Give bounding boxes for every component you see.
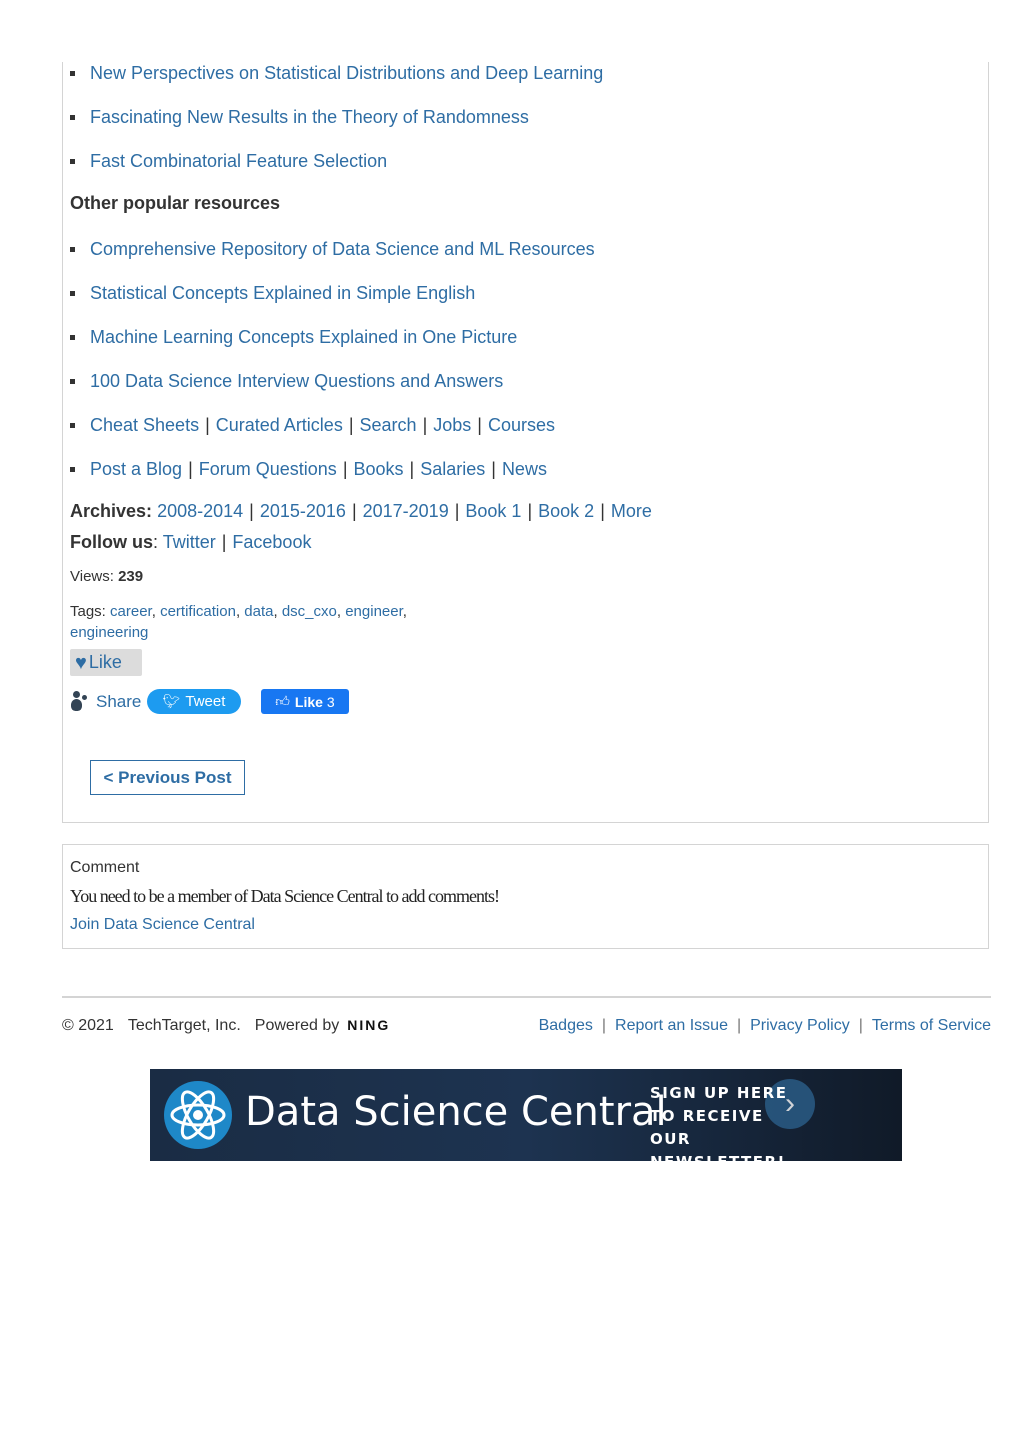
chevron-right-icon: › xyxy=(765,1079,815,1129)
ning-logo[interactable]: NING xyxy=(347,1017,391,1033)
banner-title: Data Science Central xyxy=(245,1089,667,1135)
forum-questions-link[interactable]: Forum Questions xyxy=(198,459,337,479)
bullet-icon xyxy=(70,335,75,340)
bullet-icon xyxy=(70,379,75,384)
facebook-link[interactable]: Facebook xyxy=(232,532,312,552)
comment-heading: Comment xyxy=(70,859,140,876)
quick-links-row: Cheat Sheets | Curated Articles | Search | Jobs | Courses xyxy=(90,415,555,435)
resource-link[interactable]: 100 Data Science Interview Questions and Answers xyxy=(90,371,504,391)
footer-info: © 2021 TechTarget, Inc. Powered by NING xyxy=(62,1017,391,1034)
atom-logo-icon xyxy=(160,1077,236,1153)
like-button[interactable]: ♥ Like xyxy=(70,649,142,676)
news-link[interactable]: News xyxy=(501,459,547,479)
archive-link[interactable]: 2015-2016 xyxy=(259,501,346,521)
tag-link[interactable]: data xyxy=(244,603,274,620)
footer-links: Badges | Report an Issue | Privacy Policy | Terms of Service xyxy=(538,1017,991,1034)
blog-post-container xyxy=(62,62,989,823)
comment-section xyxy=(62,844,989,949)
resources-heading: Other popular resources xyxy=(70,193,281,213)
archive-link[interactable]: 2017-2019 xyxy=(362,501,449,521)
heart-icon: ♥ xyxy=(75,651,87,674)
archive-link[interactable]: 2008-2014 xyxy=(157,501,244,521)
curated-articles-link[interactable]: Curated Articles xyxy=(215,415,343,435)
previous-post-button[interactable]: < Previous Post xyxy=(90,760,245,795)
share-button[interactable]: Share xyxy=(70,689,141,715)
facebook-like-count: 3 xyxy=(326,693,335,710)
footer-divider xyxy=(62,996,991,998)
bullet-icon xyxy=(70,423,75,428)
jobs-link[interactable]: Jobs xyxy=(433,415,472,435)
bullet-icon xyxy=(70,115,75,120)
bullet-icon xyxy=(70,247,75,252)
resource-link[interactable]: Statistical Concepts Explained in Simple English xyxy=(90,283,476,303)
quick-links-row: Post a Blog | Forum Questions | Books | Salaries | News xyxy=(90,459,547,479)
bullet-icon xyxy=(70,71,75,76)
tweet-button[interactable]: 🐦︎ Tweet xyxy=(147,689,241,714)
archives-row: Archives: 2008-2014 | 2015-2016 | 2017-2019 | Book 1 | Book 2 | More xyxy=(70,501,652,521)
tags-row: Tags: career, certification, data, dsc_cxo, engineer, engineering xyxy=(70,603,407,641)
archive-link[interactable]: Book 1 xyxy=(465,501,522,521)
copyright: © 2021 xyxy=(62,1017,114,1034)
newsletter-banner[interactable] xyxy=(150,1069,902,1171)
follow-us-row: Follow us: Twitter | Facebook xyxy=(70,532,312,552)
twitter-bird-icon: 🐦︎ xyxy=(162,693,181,709)
tag-link[interactable]: engineer xyxy=(345,603,403,620)
facebook-like-button[interactable]: 👍︎ Like 3 xyxy=(261,689,349,714)
follow-label: Follow us xyxy=(70,532,153,552)
views-number: 239 xyxy=(118,568,144,585)
books-link[interactable]: Books xyxy=(353,459,404,479)
share-icon xyxy=(70,691,92,713)
tag-link[interactable]: dsc_cxo xyxy=(281,603,337,620)
report-issue-link[interactable]: Report an Issue xyxy=(615,1017,728,1034)
post-link[interactable]: New Perspectives on Statistical Distributions and Deep Learning xyxy=(90,63,604,83)
thumbs-up-icon: 👍︎ xyxy=(275,693,290,709)
archive-link[interactable]: Book 2 xyxy=(538,501,595,521)
comment-members-only-message: You need to be a member of Data Science Central to add comments! xyxy=(70,886,500,906)
courses-link[interactable]: Courses xyxy=(487,415,555,435)
twitter-link[interactable]: Twitter xyxy=(162,532,216,552)
post-a-blog-link[interactable]: Post a Blog xyxy=(90,459,183,479)
terms-of-service-link[interactable]: Terms of Service xyxy=(871,1017,991,1034)
privacy-policy-link[interactable]: Privacy Policy xyxy=(750,1017,850,1034)
post-link[interactable]: Fast Combinatorial Feature Selection xyxy=(90,151,388,171)
archive-more-link[interactable]: More xyxy=(610,501,652,521)
views-count: Views: 239 xyxy=(70,568,144,585)
cheat-sheets-link[interactable]: Cheat Sheets xyxy=(90,415,200,435)
resource-link[interactable]: Machine Learning Concepts Explained in One Picture xyxy=(90,327,518,347)
bullet-icon xyxy=(70,291,75,296)
resource-link[interactable]: Comprehensive Repository of Data Science and ML Resources xyxy=(90,239,595,259)
join-link[interactable]: Join Data Science Central xyxy=(70,916,255,933)
badges-link[interactable]: Badges xyxy=(538,1017,593,1034)
tag-link[interactable]: career xyxy=(110,603,152,620)
bullet-icon xyxy=(70,467,75,472)
banner-cta: SIGN UP HERE TO RECEIVE OUR NEWSLETTER! xyxy=(650,1084,788,1171)
company-name: TechTarget, Inc. xyxy=(127,1017,241,1034)
bullet-icon xyxy=(70,159,75,164)
post-link[interactable]: Fascinating New Results in the Theory of Randomness xyxy=(90,107,529,127)
salaries-link[interactable]: Salaries xyxy=(420,459,486,479)
share-row xyxy=(70,689,370,715)
tag-link[interactable]: engineering xyxy=(70,624,149,641)
search-link[interactable]: Search xyxy=(359,415,417,435)
tag-link[interactable]: certification xyxy=(160,603,236,620)
archives-label: Archives: xyxy=(70,501,153,521)
